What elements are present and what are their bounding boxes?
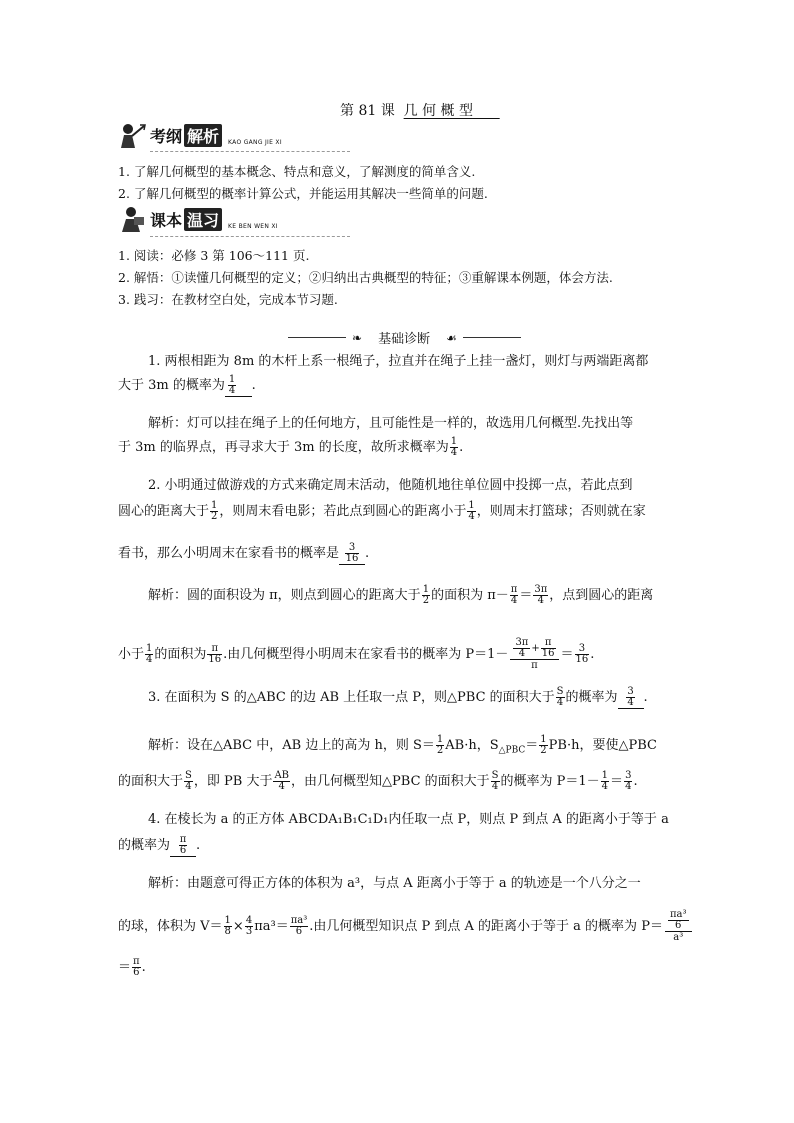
review-item: 1. 阅读：必修 3 第 106～111 页. bbox=[118, 248, 310, 263]
student-icon bbox=[118, 122, 146, 148]
solution-1-result: 于 3m 的临界点，再寻求大于 3m 的长度，故所求概率为 $\frac{1}{4}$ . bbox=[118, 436, 464, 458]
problem-2-text: 圆心的距离大于 $\frac{1}{2}$ ，则周末看电影；若此点到圆心的距离小于 $\frac{1}{4}$ ，则周末打篮球；否则就在家 bbox=[118, 500, 646, 522]
section-badge-review: 课本 温习 KE BEN WEN XI bbox=[118, 206, 278, 232]
divider bbox=[150, 236, 350, 237]
solution-2-result: 小于 $\frac{1}{4}$ 的面积为 $\frac{\pi}{16}$ .由几何概型得小明周末在家看书的概率为 P＝1－ $\frac{3\pi}{4}$ + $\frac{\pi}{16}$ π ＝ $\frac{3}{16}$ . bbox=[118, 637, 595, 671]
ornament-icon: ❧ bbox=[352, 330, 363, 345]
problem-4-text: 4. 在棱长为 a 的正方体 ABCDA₁B₁C₁D₁内任取一点 P，则点 P 到点 A 的距离小于等于 a bbox=[148, 812, 669, 827]
ornament-icon: ☙ bbox=[446, 330, 457, 345]
problem-2-answer-line: 看书，那么小明周末在家看书的概率是 $\frac{3}{16}$ . bbox=[118, 542, 370, 564]
solution-1-text: 解析：灯可以挂在绳子上的任何地方，且可能性是一样的，故选用几何概型.先找出等 bbox=[148, 416, 634, 431]
reader-icon bbox=[118, 206, 146, 232]
problem-1-answer-line: 大于 3m 的概率为 $\frac{1}{4}$ . bbox=[118, 374, 256, 396]
solution-4-result: ＝ $\frac{\pi}{6}$ . bbox=[118, 956, 146, 978]
problem-1-text: 1. 两根相距为 8m 的木杆上系一根绳子，拉直并在绳子上挂一盏灯，则灯与两端距离都 bbox=[148, 354, 649, 369]
outline-item: 2. 了解几何概型的概率计算公式，并能运用其解决一些简单的问题. bbox=[118, 186, 488, 201]
section-badge-outline: 考纲 解析 KAO GANG JIE XI bbox=[118, 122, 282, 148]
solution-3-result: 的面积大于 $\frac{S}{4}$ ，即 PB 大于 $\frac{AB}{4}$ ，由几何概型知△PBC 的面积大于 $\frac{S}{4}$ 的概率为 P＝1－ $\frac{1}{4}$ ＝ $\frac{3}{4}$ . bbox=[118, 770, 638, 792]
page-title: 第 81 课 几 何 概 型 bbox=[340, 103, 473, 119]
problem-2-text: 2. 小明通过做游戏的方式来确定周末活动，他随机地往单位圆中投掷一点，若此点到 bbox=[148, 478, 633, 493]
review-item: 2. 解悟：①读懂几何概型的定义；②归纳出古典概型的特征；③重解课本例题，体会方法. bbox=[118, 270, 613, 285]
divider bbox=[150, 151, 350, 152]
review-item: 3. 践习：在教材空白处，完成本节习题. bbox=[118, 292, 338, 307]
problem-4-answer-line: 的概率为 $\frac{\pi}{6}$ . bbox=[118, 834, 201, 856]
solution-2-text: 解析：圆的面积设为 π，则点到圆心的距离大于 $\frac{1}{2}$ 的面积为 π－ $\frac{\pi}{4}$ ＝ $\frac{3\pi}{4}$ ，点到圆心的距离 bbox=[148, 584, 654, 606]
solution-4-formula: 的球，体积为 V＝ $\frac{1}{8}$ × $\frac{4}{3}$ πa³＝ $\frac{\text{πa³}}{6}$ .由几何概型知识点 P 到点 A 的距离小于等于 a 的概率为 P＝ $\frac{\frac{\text{πa³}}{6}}{\text{a³}}$ bbox=[118, 910, 694, 943]
problem-3-text: 3. 在面积为 S 的△ABC 的边 AB 上任取一点 P，则△PBC 的面积大于 $\frac{S}{4}$ 的概率为 $\frac{3}{4}$ . bbox=[148, 686, 648, 708]
section-heading: ❧ 基础诊断 ☙ bbox=[288, 328, 521, 347]
solution-4-text: 解析：由题意可得正方体的体积为 a³，与点 A 距离小于等于 a 的轨迹是一个八分之一 bbox=[148, 876, 641, 891]
solution-3-text: 解析：设在△ABC 中，AB 边上的高为 h，则 S＝ $\frac{1}{2}$ AB·h，$S_{\triangle PBC}=$ $\frac{1}{2}$ PB·h，要使△PBC bbox=[148, 734, 657, 756]
outline-item: 1. 了解几何概型的基本概念、特点和意义，了解测度的简单含义. bbox=[118, 164, 476, 179]
